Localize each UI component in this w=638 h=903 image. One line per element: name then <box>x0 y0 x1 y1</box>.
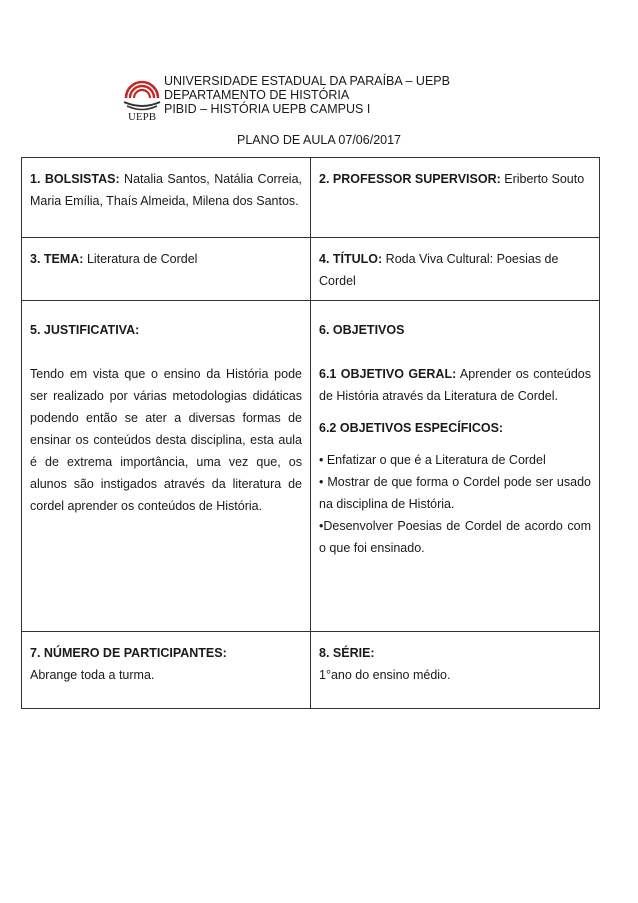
document-header <box>112 68 532 124</box>
bolsistas-value: Natalia Santos, Natália Correia, Maria Emília, Thaís Almeida, Milena dos Santos. <box>30 172 302 208</box>
tema-value: Literatura de Cordel <box>83 252 198 266</box>
tema-label: 3. TEMA: <box>30 252 84 266</box>
justificativa-label: 5. JUSTIFICATIVA: <box>30 323 140 337</box>
cell-serie <box>311 632 600 709</box>
participantes-value: Abrange toda a turma. <box>30 668 155 682</box>
cell-participantes <box>22 632 311 709</box>
program-name: PIBID – HISTÓRIA UEPB CAMPUS I <box>164 102 371 116</box>
objetivo-especifico-item: • Enfatizar o que é a Literatura de Cordel <box>319 453 546 467</box>
serie-value: 1°ano do ensino médio. <box>319 668 451 682</box>
cell-bolsistas <box>22 158 311 238</box>
objetivo-especifico-item: •Desenvolver Poesias de Cordel de acordo com o que foi ensinado. <box>319 519 591 555</box>
lesson-plan-table <box>21 157 600 709</box>
professor-label: 2. PROFESSOR SUPERVISOR: <box>319 172 501 186</box>
cell-justificativa <box>22 301 311 632</box>
plan-title: PLANO DE AULA 07/06/2017 <box>237 133 401 147</box>
objetivos-label: 6. OBJETIVOS <box>319 323 405 337</box>
cell-objetivos <box>311 301 600 632</box>
serie-label: 8. SÉRIE: <box>319 646 375 660</box>
professor-value: Eriberto Souto <box>500 172 585 186</box>
logo-text: UEPB <box>127 111 157 122</box>
objetivo-especifico-item: • Mostrar de que forma o Cordel pode ser usado na disciplina de História. <box>319 475 591 511</box>
cell-professor <box>311 158 600 238</box>
uepb-logo-icon <box>118 74 166 122</box>
bolsistas-label: 1. BOLSISTAS: <box>30 172 120 186</box>
cell-tema <box>22 238 311 301</box>
department-name: DEPARTAMENTO DE HISTÓRIA <box>164 88 350 102</box>
justificativa-text: Tendo em vista que o ensino da História pode ser realizado por várias metodologias didáticas podendo então se ater a diversas formas de ensinar os conteúdos desta disciplina, esta aula é de extrema importância, uma vez que, os alunos são instigados através da literatura de cordel aprender os conteúdos de História. <box>30 367 302 513</box>
objetivo-geral-text: Aprender os conteúdos de História através da Literatura de Cordel. <box>319 367 591 403</box>
titulo-label: 4. TÍTULO: <box>319 252 383 266</box>
objetivos-especificos-label: 6.2 OBJETIVOS ESPECÍFICOS: <box>319 421 504 435</box>
objetivo-geral-label: 6.1 OBJETIVO GERAL: <box>319 367 457 381</box>
cell-titulo <box>311 238 600 301</box>
titulo-value: Roda Viva Cultural: Poesias de Cordel <box>319 252 559 288</box>
objetivo-geral <box>319 363 591 407</box>
participantes-label: 7. NÚMERO DE PARTICIPANTES: <box>30 646 227 660</box>
university-name: UNIVERSIDADE ESTADUAL DA PARAÍBA – UEPB <box>164 74 450 88</box>
